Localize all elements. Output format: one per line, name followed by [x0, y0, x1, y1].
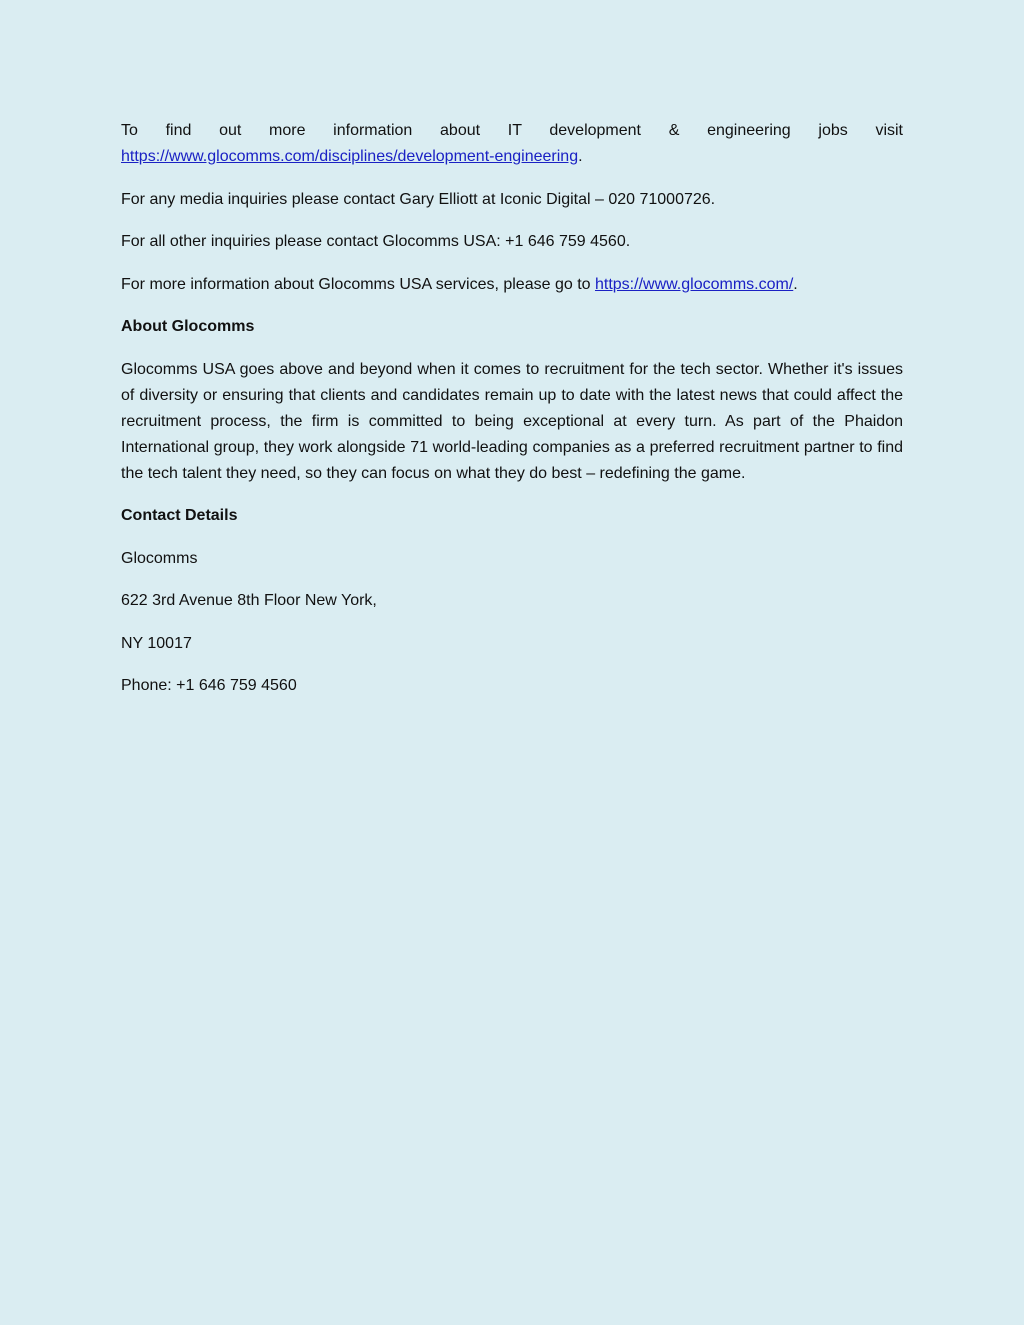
glocomms-home-link[interactable]: https://www.glocomms.com/ [594, 275, 794, 293]
other-inquiries-paragraph: For all other inquiries please contact Glocomms USA: +1 646 759 4560. [121, 233, 631, 250]
intro-text: To find out more information about IT development & engineering jobs visit [121, 122, 903, 139]
contact-company: Glocomms [121, 549, 198, 567]
services-paragraph [121, 272, 903, 298]
media-inquiries-paragraph: For any media inquiries please contact Gary Elliott at Iconic Digital – 020 71000726. [121, 190, 716, 208]
about-body: Glocomms USA goes above and beyond when it comes to recruitment for the tech sector. Whether it's issues of diversity or ensuring that clients and candidates remain up to date with the latest news that could affect the recruitment process, the firm is committed to being exceptional at every turn. As part of the Phaidon International group, they work alongside 71 world-leading companies as a preferred recruitment partner to find the tech talent they need, so they can focus on what they do best – redefining the game. [121, 360, 903, 482]
about-heading: About Glocomms [121, 318, 255, 335]
contact-address: 622 3rd Avenue 8th Floor New York, [121, 592, 377, 609]
intro-paragraph [121, 118, 903, 170]
document-content [121, 118, 903, 716]
services-text: For more information about Glocomms USA services, please go to [121, 275, 591, 293]
contact-city: NY 10017 [121, 634, 192, 652]
development-engineering-link[interactable]: https://www.glocomms.com/disciplines/development-engineering [121, 148, 579, 165]
intro-suffix: . [578, 148, 583, 165]
contact-phone: Phone: +1 646 759 4560 [121, 677, 297, 694]
services-suffix: . [793, 275, 798, 293]
contact-heading: Contact Details [121, 507, 238, 524]
